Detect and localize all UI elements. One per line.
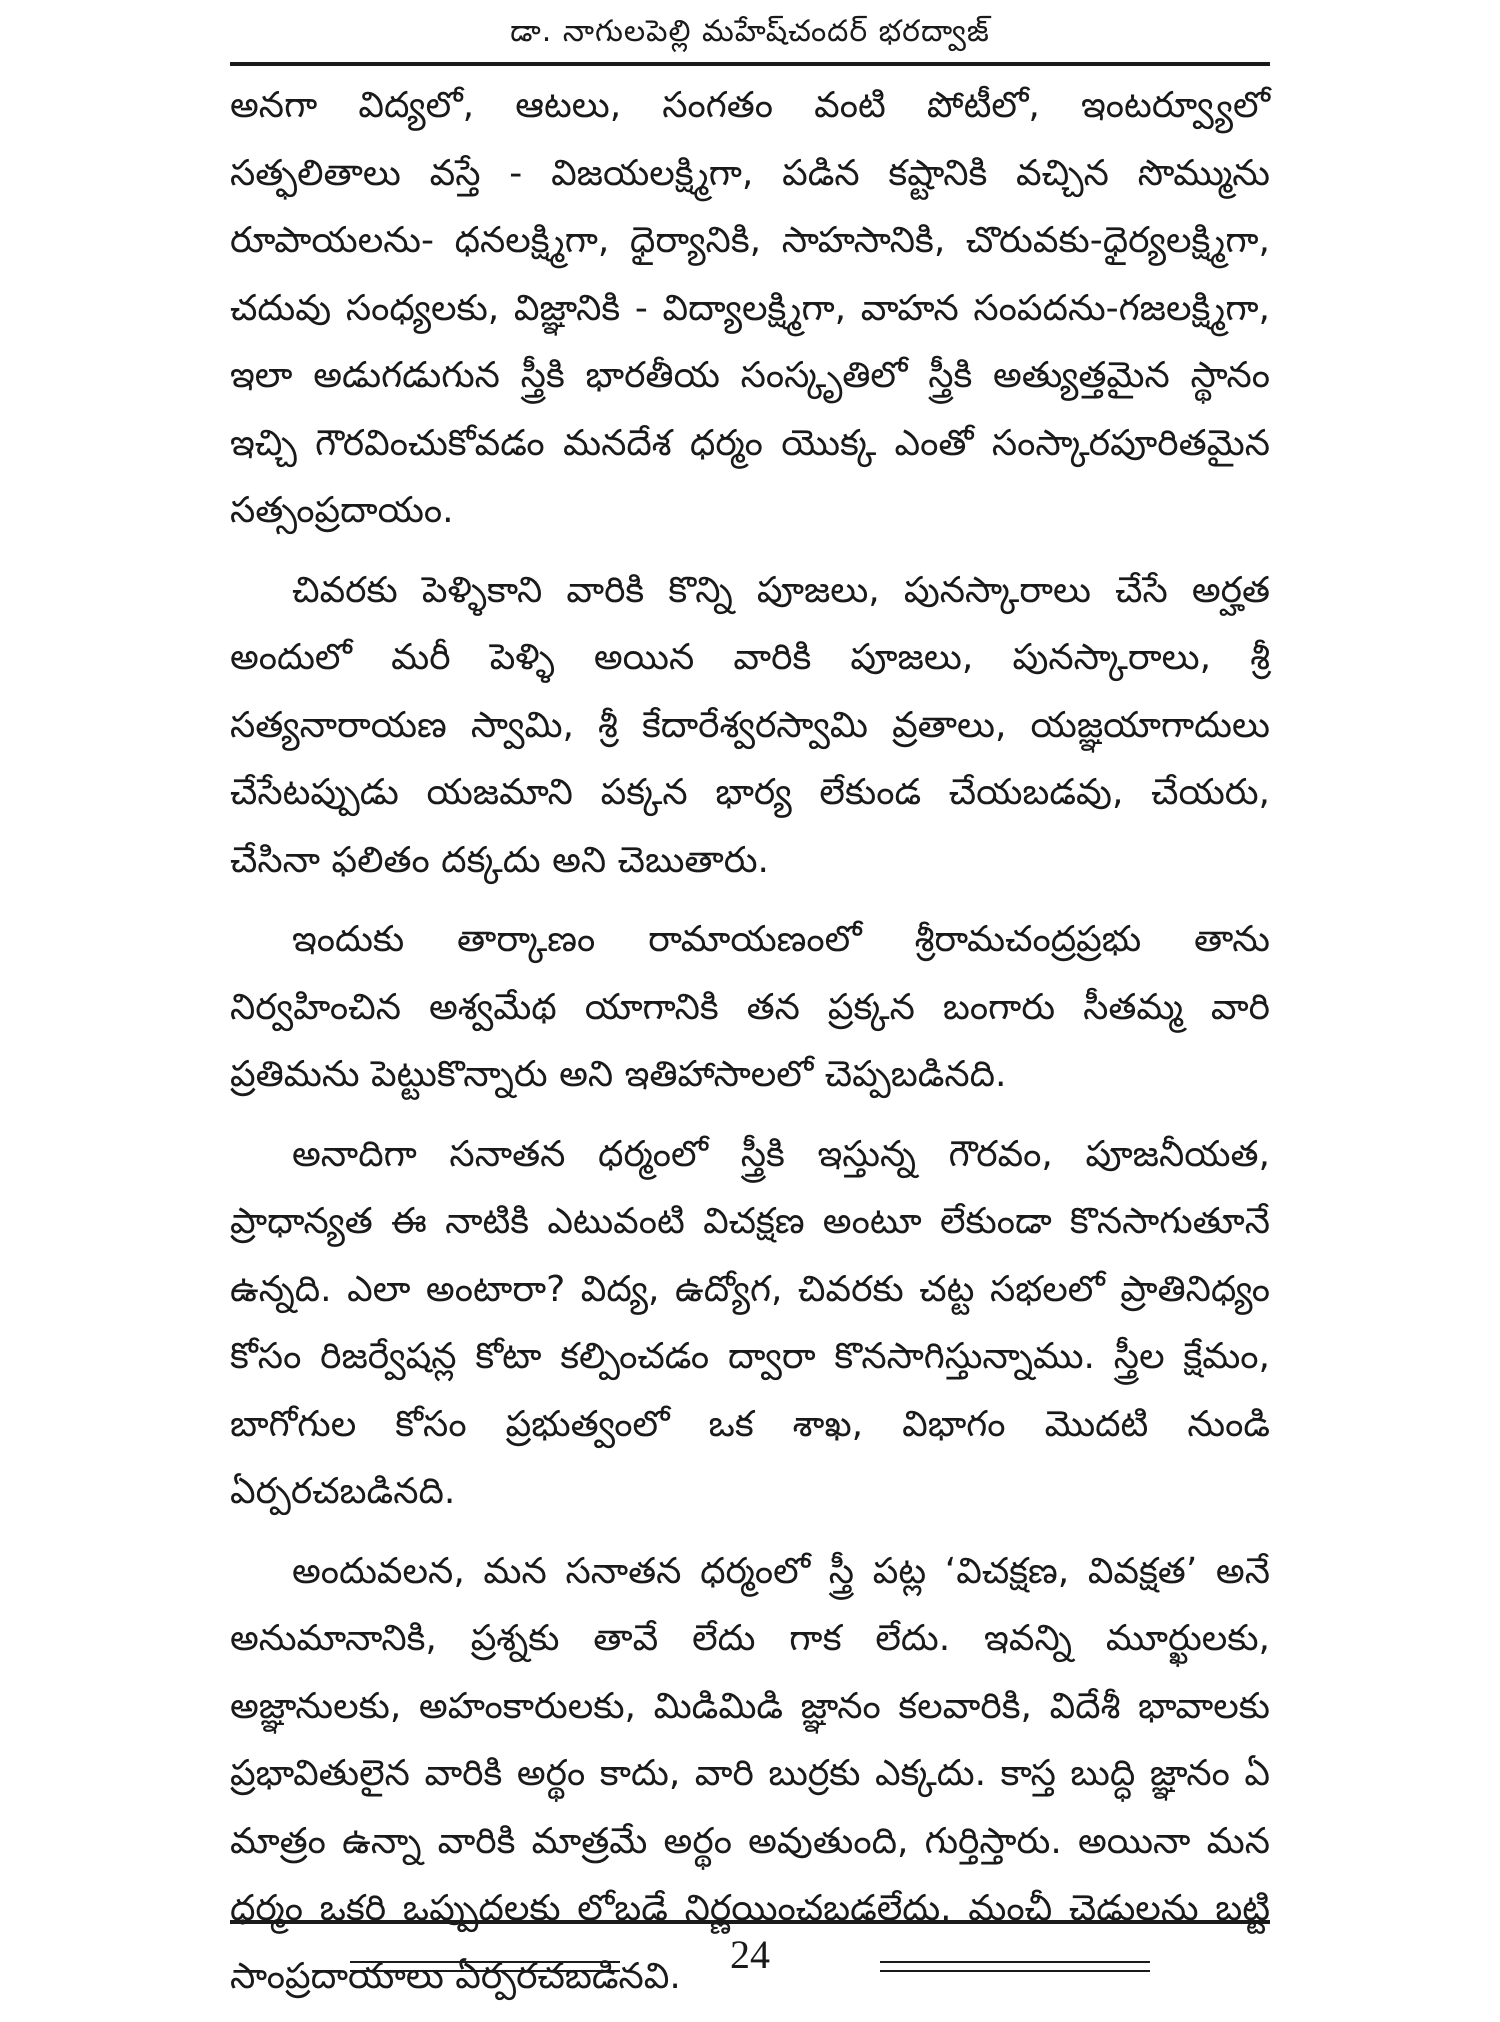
body-text <box>230 72 1270 2022</box>
footer-rule <box>230 1920 1270 1924</box>
header-rule <box>230 62 1270 66</box>
paragraph-5: అందువలన, మన సనాతన ధర్మంలో స్త్రీ పట్ల ‘విచక్షణ, వివక్షత’ అనే అనుమానానికి, ప్రశ్నకు తావే లేదు గాక లేదు. ఇవన్ని మూర్ఖులకు, అజ్ఞానులకు, అహంకారులకు, మిడిమిడి జ్ఞానం కలవారికి, విదేశీ భావాలకు ప్రభావితులైన వారికి అర్థం కాదు, వారి బుర్రకు ఎక్కదు. కాస్త బుద్ధి జ్ఞానం ఏ మాత్రం ఉన్నా వారికి మాత్రమే అర్థం అవుతుంది, గుర్తిస్తారు. అయినా మన ధర్మం ఒకరి ఒప్పుదలకు లోబడే నిర్ణయించబడలేదు. మంచీ చెడులను బట్టి సాంప్రదాయాలు ఏర్పరచబడినవి. <box>230 1550 1270 1997</box>
footer-double-line-left <box>350 1961 620 1972</box>
paragraph-4: అనాదిగా సనాతన ధర్మంలో స్త్రీకి ఇస్తున్న గౌరవం, పూజనీయత, ప్రాధాన్యత ఈ నాటికి ఎటువంటి విచక్షణ అంటూ లేకుండా కొనసాగుతూనే ఉన్నది. ఎలా అంటారా? విద్య, ఉద్యోగ, చివరకు చట్ట సభలలో ప్రాతినిధ్యం కోసం రిజర్వేషన్ల కోటా కల్పించడం ద్వారా కొనసాగిస్తున్నాము. స్త్రీల క్షేమం, బాగోగుల కోసం ప్రభుత్వంలో ఒక శాఖ, విభాగం మొదటి నుండి ఏర్పరచబడినది. <box>230 1133 1270 1512</box>
paragraph-3: ఇందుకు తార్కాణం రామాయణంలో శ్రీరామచంద్రప్రభు తాను నిర్వహించిన అశ్వమేథ యాగానికి తన ప్రక్కన బంగారు సీతమ్మ వారి ప్రతిమను పెట్టుకొన్నారు అని ఇతిహాసాలలో చెప్పబడినది. <box>230 919 1270 1095</box>
footer-double-line-right <box>880 1961 1150 1972</box>
page-number-row <box>230 1925 1270 1985</box>
page-header: డా. నాగులపెల్లి మహేష్‌చందర్ భరద్వాజ్ <box>510 14 990 49</box>
paragraph-2: చివరకు పెళ్ళికాని వారికి కొన్ని పూజలు, పునస్కారాలు చేసే అర్హత అందులో మరీ పెళ్ళి అయిన వారికి పూజలు, పునస్కారాలు, శ్రీ సత్యనారాయణ స్వామి, శ్రీ కేదారేశ్వరస్వామి వ్రతాలు, యజ్ఞయాగాదులు చేసేటప్పుడు యజమాని పక్కన భార్య లేకుండ చేయబడవు, చేయరు, చేసినా ఫలితం దక్కదు అని చెబుతారు. <box>230 569 1270 881</box>
paragraph-1: అనగా విద్యలో, ఆటలు, సంగతం వంటి పోటీలో, ఇంటర్వ్యూలో సత్ఫలితాలు వస్తే - విజయలక్ష్మిగా, పడిన కష్టానికి వచ్చిన సొమ్మును రూపాయలను- ధనలక్ష్మిగా, ధైర్యానికి, సాహసానికి, చొరువకు-ధైర్యలక్ష్మిగా, చదువు సంధ్యలకు, విజ్ఞానికి - విద్యాలక్ష్మిగా, వాహన సంపదను-గజలక్ష్మిగా, ఇలా అడుగడుగున స్త్రీకి భారతీయ సంస్కృతిలో స్త్రీకి అత్యుత్తమైన స్థానం ఇచ్చి గౌరవించుకోవడం మనదేశ ధర్మం యొక్క ఎంతో సంస్కారపూరితమైన సత్సంప్రదాయం. <box>230 85 1270 531</box>
page-number: 24 <box>730 1932 770 1977</box>
